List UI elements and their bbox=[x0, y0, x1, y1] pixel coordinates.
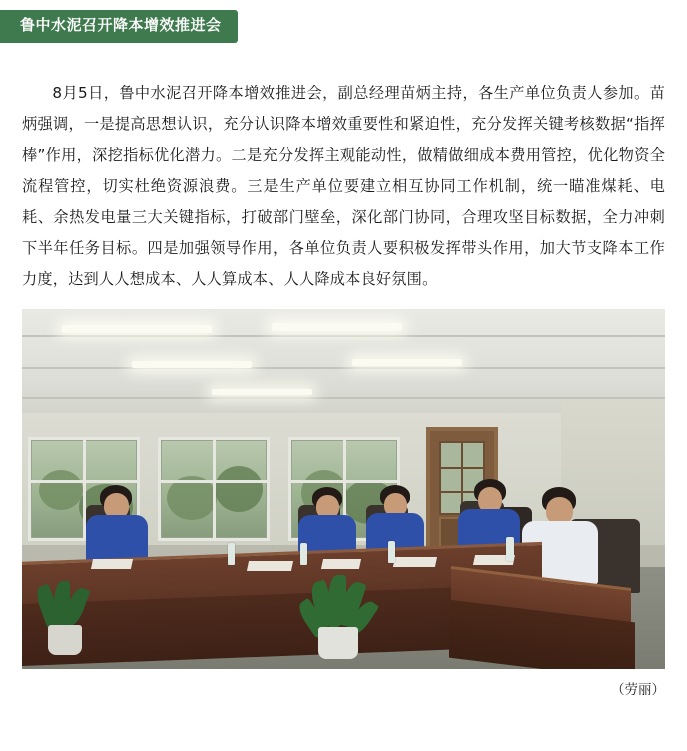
ceiling-light bbox=[132, 361, 252, 368]
document-paper bbox=[91, 559, 133, 569]
ceiling-line bbox=[22, 397, 665, 399]
document-paper bbox=[321, 559, 361, 569]
meeting-room-photo-scene bbox=[22, 309, 665, 669]
article-photo bbox=[22, 309, 665, 669]
article-signature: （劳丽） bbox=[611, 682, 665, 698]
water-bottle bbox=[228, 543, 235, 565]
ceiling-light bbox=[212, 389, 312, 395]
ceiling-light bbox=[62, 325, 212, 333]
ceiling-light bbox=[352, 359, 462, 366]
water-bottle bbox=[300, 543, 307, 565]
ceiling-line bbox=[22, 367, 665, 369]
water-bottle bbox=[388, 541, 395, 563]
window bbox=[158, 437, 270, 541]
ceiling-line bbox=[22, 335, 665, 337]
article-title-banner: 鲁中水泥召开降本增效推进会 bbox=[0, 10, 238, 43]
ceiling-light bbox=[272, 323, 402, 331]
water-bottle bbox=[506, 537, 514, 561]
document-paper bbox=[247, 561, 293, 571]
document-paper bbox=[393, 557, 437, 567]
article-container bbox=[22, 78, 665, 669]
article-body-paragraph: 8月5日，鲁中水泥召开降本增效推进会，副总经理苗炳主持，各生产单位负责人参加。苗炳强调，一是提高思想认识，充分认识降本增效重要性和紧迫性，充分发挥关键考核数据“指挥棒”作用，深挖指标优化潜力。二是充分发挥主观能动性，做精做细成本费用管控，优化物资全流程管控，切实杜绝资源浪费。三是生产单位要建立相互协同工作机制，统一瞄准煤耗、电耗、余热发电量三大关键指标，打破部门壁垒，深化部门协同，合理攻坚目标数据，全力冲刺下半年任务目标。四是加强领导作用，各单位负责人要积极发挥带头作用，加大节支降本工作力度，达到人人想成本、人人算成本、人人降成本良好氛围。 bbox=[22, 84, 665, 288]
